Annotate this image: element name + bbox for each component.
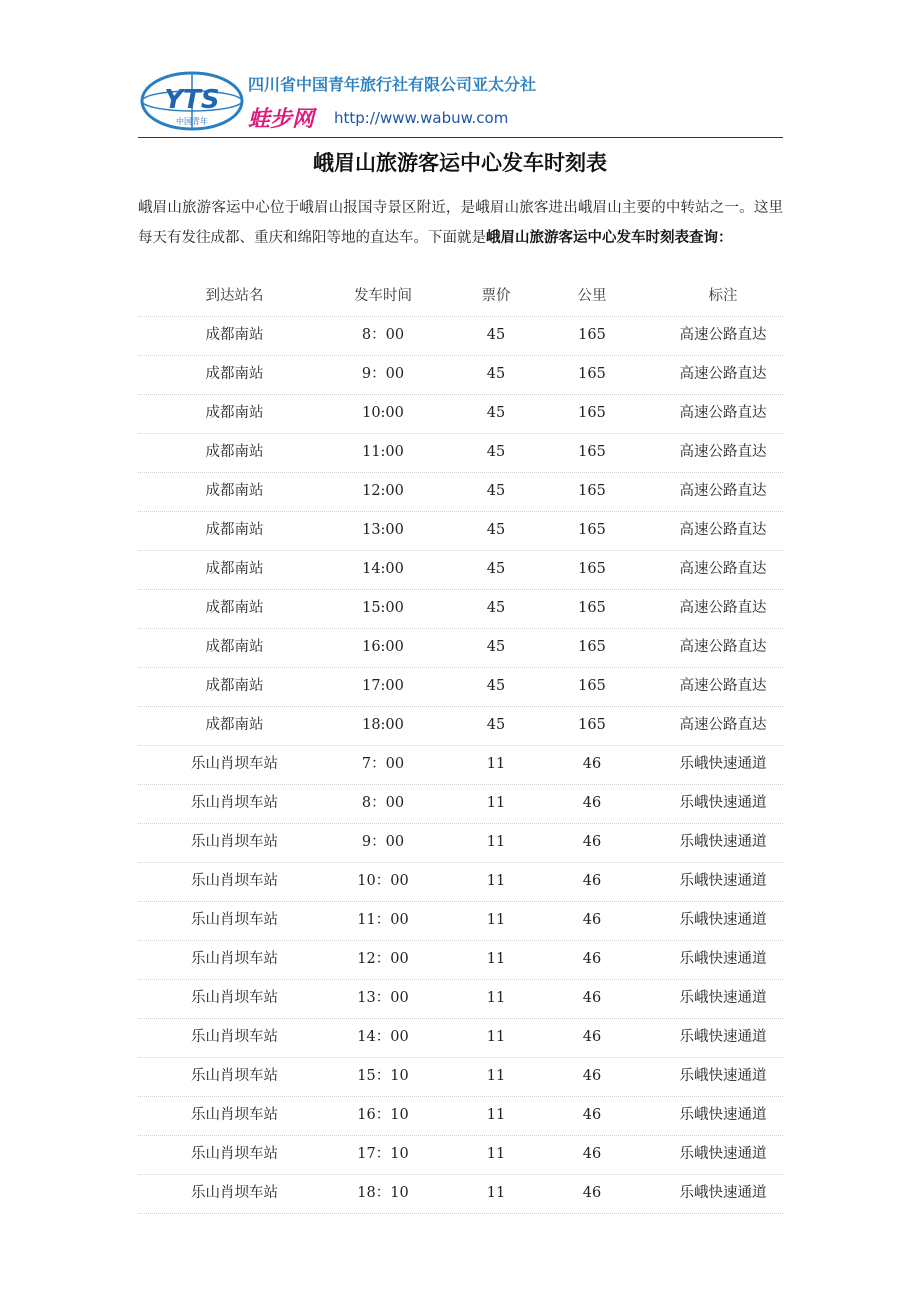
table-row <box>138 902 783 941</box>
site-url[interactable]: http://www.wabuw.com <box>334 109 509 127</box>
cell-departure-time: 13:00 <box>362 522 404 538</box>
cell-fare: 45 <box>486 639 506 655</box>
header-station: 到达站名 <box>205 288 264 304</box>
cell-fare: 11 <box>486 795 506 811</box>
table-row <box>138 317 783 356</box>
cell-station: 乐山肖坝车站 <box>191 1107 278 1123</box>
cell-departure-time: 14：00 <box>357 1029 409 1045</box>
cell-departure-time: 18：10 <box>357 1185 409 1201</box>
cell-fare: 11 <box>486 873 506 889</box>
cell-departure-time: 14:00 <box>362 561 404 577</box>
table-row <box>138 824 783 863</box>
cell-distance: 46 <box>582 1068 602 1084</box>
brand-name: 蛙步网 <box>248 107 315 132</box>
cell-note: 高速公路直达 <box>679 639 767 655</box>
table-row <box>138 707 783 746</box>
cell-fare: 45 <box>486 522 506 538</box>
cyts-logo-icon <box>138 68 246 134</box>
cell-note: 乐峨快速通道 <box>679 873 767 889</box>
cell-note: 高速公路直达 <box>679 483 767 499</box>
cell-departure-time: 12：00 <box>357 951 409 967</box>
cell-station: 乐山肖坝车站 <box>191 834 278 850</box>
cell-fare: 11 <box>486 951 506 967</box>
cell-station: 乐山肖坝车站 <box>191 1185 278 1201</box>
cell-distance: 46 <box>582 990 602 1006</box>
cell-departure-time: 16：10 <box>357 1107 409 1123</box>
cell-note: 乐峨快速通道 <box>679 834 767 850</box>
cell-fare: 45 <box>486 600 506 616</box>
cell-station: 成都南站 <box>205 717 264 733</box>
cell-note: 高速公路直达 <box>679 522 767 538</box>
logo-subtext: 中国青年 <box>176 117 208 126</box>
company-name: 四川省中国青年旅行社有限公司亚太分社 <box>248 75 537 94</box>
cell-departure-time: 13：00 <box>357 990 409 1006</box>
page-header <box>138 62 783 138</box>
cell-distance: 165 <box>578 600 606 616</box>
cell-fare: 45 <box>486 483 506 499</box>
table-row <box>138 590 783 629</box>
cell-fare: 11 <box>486 756 506 772</box>
cell-note: 乐峨快速通道 <box>679 1146 767 1162</box>
table-row <box>138 1058 783 1097</box>
cell-station: 乐山肖坝车站 <box>191 1146 278 1162</box>
cell-note: 乐峨快速通道 <box>679 795 767 811</box>
table-row <box>138 551 783 590</box>
cell-departure-time: 8：00 <box>361 327 405 343</box>
intro-paragraph <box>138 194 783 253</box>
cell-station: 成都南站 <box>205 483 264 499</box>
cell-distance: 165 <box>578 483 606 499</box>
logo-text: YTS <box>164 85 220 115</box>
header-note: 标注 <box>708 288 738 304</box>
cell-departure-time: 15：10 <box>357 1068 409 1084</box>
cell-station: 乐山肖坝车站 <box>191 1029 278 1045</box>
table-row <box>138 668 783 707</box>
cell-fare: 45 <box>486 327 506 343</box>
cell-departure-time: 9：00 <box>361 366 405 382</box>
cell-fare: 45 <box>486 366 506 382</box>
cell-note: 乐峨快速通道 <box>679 1107 767 1123</box>
cell-distance: 46 <box>582 834 602 850</box>
table-row <box>138 629 783 668</box>
cell-departure-time: 11:00 <box>362 444 404 460</box>
cell-distance: 46 <box>582 912 602 928</box>
cell-distance: 165 <box>578 366 606 382</box>
header-distance: 公里 <box>577 288 607 304</box>
cell-fare: 11 <box>486 1146 506 1162</box>
cell-fare: 11 <box>486 912 506 928</box>
cell-distance: 46 <box>582 795 602 811</box>
cell-station: 乐山肖坝车站 <box>191 795 278 811</box>
cell-fare: 45 <box>486 405 506 421</box>
cell-fare: 11 <box>486 834 506 850</box>
cell-departure-time: 9：00 <box>361 834 405 850</box>
cell-fare: 45 <box>486 444 506 460</box>
cell-station: 成都南站 <box>205 327 264 343</box>
cell-station: 成都南站 <box>205 405 264 421</box>
table-row <box>138 1019 783 1058</box>
table-row <box>138 395 783 434</box>
table-row <box>138 746 783 785</box>
cell-station: 成都南站 <box>205 561 264 577</box>
cell-distance: 46 <box>582 1185 602 1201</box>
cell-fare: 11 <box>486 1107 506 1123</box>
cell-station: 乐山肖坝车站 <box>191 1068 278 1084</box>
cell-fare: 45 <box>486 561 506 577</box>
cell-fare: 11 <box>486 990 506 1006</box>
cell-fare: 11 <box>486 1068 506 1084</box>
cell-note: 高速公路直达 <box>679 405 767 421</box>
cell-departure-time: 15:00 <box>362 600 404 616</box>
cell-distance: 46 <box>582 756 602 772</box>
table-row <box>138 512 783 551</box>
cell-station: 成都南站 <box>205 366 264 382</box>
cell-fare: 45 <box>486 717 506 733</box>
cell-distance: 46 <box>582 1029 602 1045</box>
cell-station: 乐山肖坝车站 <box>191 912 278 928</box>
cell-departure-time: 10:00 <box>362 405 404 421</box>
cell-note: 乐峨快速通道 <box>679 1185 767 1201</box>
cell-station: 成都南站 <box>205 678 264 694</box>
cell-distance: 165 <box>578 405 606 421</box>
cell-station: 成都南站 <box>205 522 264 538</box>
cell-note: 高速公路直达 <box>679 717 767 733</box>
table-row <box>138 1136 783 1175</box>
cell-station: 成都南站 <box>205 444 264 460</box>
cell-note: 乐峨快速通道 <box>679 1068 767 1084</box>
cell-distance: 165 <box>578 717 606 733</box>
cell-distance: 165 <box>578 639 606 655</box>
schedule-table <box>138 278 783 1214</box>
table-row <box>138 863 783 902</box>
page-title: 峨眉山旅游客运中心发车时刻表 <box>313 150 607 175</box>
cell-station: 成都南站 <box>205 600 264 616</box>
table-row <box>138 434 783 473</box>
cell-note: 高速公路直达 <box>679 366 767 382</box>
cell-station: 乐山肖坝车站 <box>191 951 278 967</box>
cell-distance: 46 <box>582 951 602 967</box>
cell-note: 乐峨快速通道 <box>679 912 767 928</box>
cell-fare: 11 <box>486 1029 506 1045</box>
cell-departure-time: 17:00 <box>362 678 404 694</box>
cell-fare: 45 <box>486 678 506 694</box>
cell-note: 乐峨快速通道 <box>679 990 767 1006</box>
cell-distance: 165 <box>578 522 606 538</box>
cell-station: 乐山肖坝车站 <box>191 990 278 1006</box>
cell-distance: 46 <box>582 873 602 889</box>
table-row <box>138 1175 783 1214</box>
header-divider <box>138 137 783 138</box>
cell-note: 乐峨快速通道 <box>679 951 767 967</box>
table-row <box>138 785 783 824</box>
cell-note: 高速公路直达 <box>679 444 767 460</box>
cell-note: 高速公路直达 <box>679 600 767 616</box>
cell-departure-time: 17：10 <box>357 1146 409 1162</box>
cell-station: 乐山肖坝车站 <box>191 873 278 889</box>
cell-note: 高速公路直达 <box>679 561 767 577</box>
cell-distance: 165 <box>578 561 606 577</box>
cell-station: 乐山肖坝车站 <box>191 756 278 772</box>
cell-distance: 165 <box>578 444 606 460</box>
table-row <box>138 980 783 1019</box>
header-departure-time: 发车时间 <box>354 288 412 304</box>
cell-departure-time: 18:00 <box>362 717 404 733</box>
cell-fare: 11 <box>486 1185 506 1201</box>
cell-distance: 46 <box>582 1146 602 1162</box>
cell-departure-time: 8：00 <box>361 795 405 811</box>
cell-station: 成都南站 <box>205 639 264 655</box>
cell-note: 高速公路直达 <box>679 327 767 343</box>
table-row <box>138 1097 783 1136</box>
cell-departure-time: 10：00 <box>357 873 409 889</box>
header-fare: 票价 <box>481 288 511 304</box>
cell-note: 乐峨快速通道 <box>679 756 767 772</box>
cell-departure-time: 11：00 <box>357 912 409 928</box>
cell-distance: 165 <box>578 678 606 694</box>
cell-note: 高速公路直达 <box>679 678 767 694</box>
table-header-row <box>138 278 783 317</box>
table-row <box>138 473 783 512</box>
table-row <box>138 941 783 980</box>
cell-departure-time: 12:00 <box>362 483 404 499</box>
intro-text: 峨眉山旅游客运中心位于峨眉山报国寺景区附近，是峨眉山旅客进出峨眉山主要的中转站之一。这里每天有发往成都、重庆和绵阳等地的直达车。下面就是 <box>138 200 783 246</box>
cell-departure-time: 16:00 <box>362 639 404 655</box>
cell-departure-time: 7：00 <box>361 756 405 772</box>
table-row <box>138 356 783 395</box>
intro-bold-text: 峨眉山旅游客运中心发车时刻表查询： <box>486 229 733 246</box>
cell-distance: 165 <box>578 327 606 343</box>
cell-distance: 46 <box>582 1107 602 1123</box>
cell-note: 乐峨快速通道 <box>679 1029 767 1045</box>
